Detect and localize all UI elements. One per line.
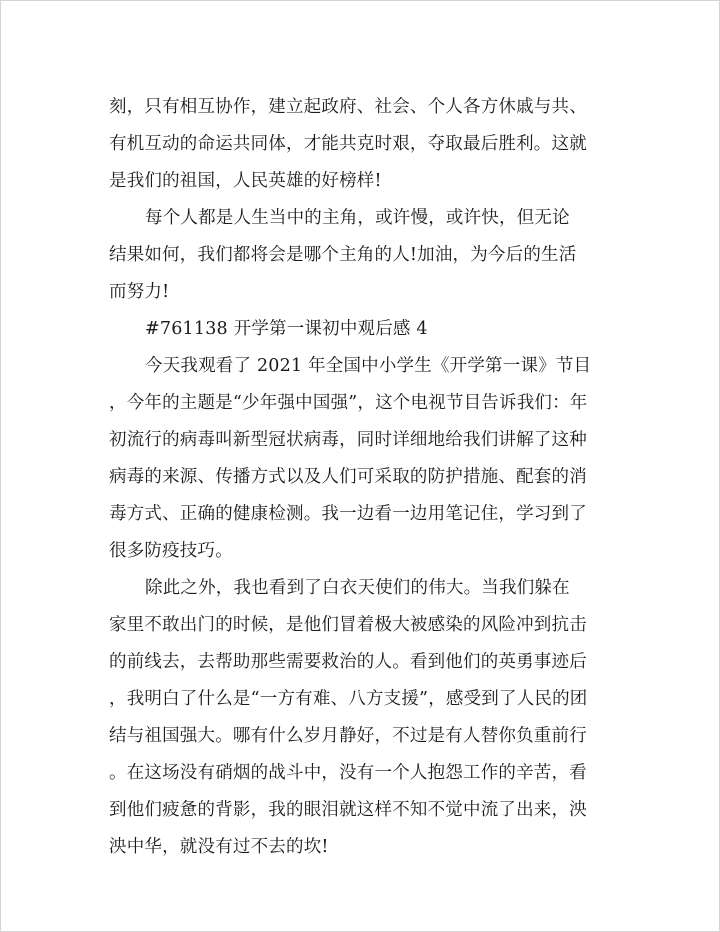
paragraph-line: 结果如何，我们都将会是哪个主角的人!加油，为今后的生活 [109, 245, 577, 265]
paragraph-line: 结与祖国强大。哪有什么岁月静好，不过是有人替你负重前行 [109, 726, 587, 746]
paragraph-line: 家里不敢出门的时候，是他们冒着极大被感染的风险冲到抗击 [109, 615, 587, 635]
paragraph-line: 泱中华，就没有过不去的坎! [109, 837, 329, 857]
paragraph-line: 是我们的祖国，人民英雄的好榜样! [109, 171, 382, 191]
paragraph-line: 每个人都是人生当中的主角，或许慢，或许快，但无论 [145, 208, 570, 228]
paragraph-line: 初流行的病毒叫新型冠状病毒，同时详细地给我们讲解了这种 [109, 430, 587, 450]
paragraph-line: 除此之外，我也看到了白衣天使们的伟大。当我们躲在 [145, 578, 570, 598]
paragraph-line: 。在这场没有硝烟的战斗中，没有一个人抱怨工作的辛苦，看 [109, 763, 587, 783]
paragraph-line: 今天我观看了 2021 年全国中小学生《开学第一课》节目 [145, 356, 592, 376]
paragraph-line: ，我明白了什么是“一方有难、八方支援”，感受到了人民的团 [109, 689, 588, 709]
paragraph-line: 刻，只有相互协作，建立起政府、社会、个人各方休戚与共、 [109, 97, 587, 117]
document-body [109, 89, 621, 866]
paragraph-line: ，今年的主题是“少年强中国强”，这个电视节目告诉我们：年 [109, 393, 588, 413]
paragraph-line: 毒方式、正确的健康检测。我一边看一边用笔记住，学习到了 [109, 504, 587, 524]
paragraph-line: 很多防疫技巧。 [109, 541, 233, 561]
section-heading: #761138 开学第一课初中观后感 4 [145, 319, 428, 339]
paragraph-line: 到他们疲惫的背影，我的眼泪就这样不知不觉中流了出来，泱 [109, 800, 587, 820]
paragraph-line: 有机互动的命运共同体，才能共克时艰，夺取最后胜利。这就 [109, 134, 587, 154]
paragraph-line: 的前线去，去帮助那些需要救治的人。看到他们的英勇事迹后 [109, 652, 587, 672]
paragraph-line: 病毒的来源、传播方式以及人们可采取的防护措施、配套的消 [109, 467, 587, 487]
paragraph-line: 而努力! [109, 282, 170, 302]
